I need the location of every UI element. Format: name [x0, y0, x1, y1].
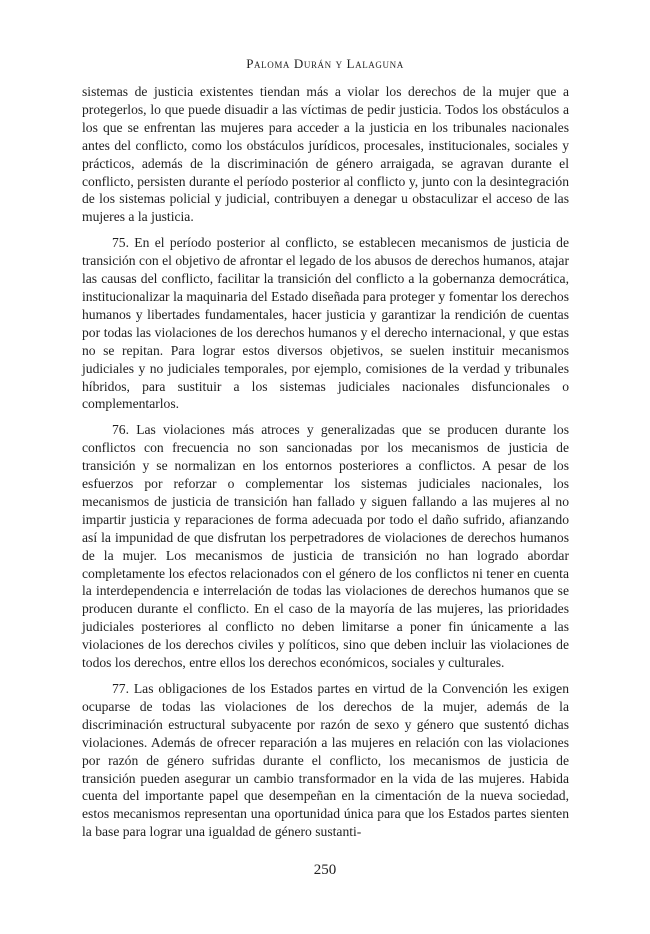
running-header: Paloma Durán y Lalaguna	[246, 56, 404, 71]
body-text	[82, 83, 569, 841]
paragraph-76: 76. Las violaciones más atroces y generalizadas que se producen durante los conflictos con frecuencia no son sancionadas por los mecanismos de justicia de transición y se normalizan en los entornos posteriores a conflictos. A pesar de los esfuerzos por reforzar o complementar los sistemas judiciales nacionales, los mecanismos de justicia de transición han fallado y siguen fallando a las mujeres al no impartir justicia y reparaciones de forma adecuada por todo el daño sufrido, afianzando así la impunidad de que disfrutan los perpetradores de violaciones de derechos humanos de la mujer. Los mecanismos de justicia de transición no han logrado abordar completamente los efectos relacionados con el género de los conflictos ni tener en cuenta la interdependencia e interrelación de todas las violaciones de derechos humanos que se producen durante el conflicto. En el caso de la mayoría de las mujeres, las prioridades judiciales posteriores al conflicto no deben limitarse a poner fin únicamente a las violaciones de los derechos civiles y políticos, sino que deben incluir las violaciones de todos los derechos, entre ellos los derechos económicos, sociales y culturales.	[82, 422, 569, 671]
paragraph-75: 75. En el período posterior al conflicto, se establecen mecanismos de justicia de transición con el objetivo de afrontar el legado de los abusos de derechos humanos, atajar las causas del conflicto, facilitar la transición del conflicto a la gobernanza democrática, institucionalizar la maquinaria del Estado diseñada para proteger y fomentar los derechos humanos y libertades fundamentales, hacer justicia y garantizar la rendición de cuentas por todas las violaciones de los derechos humanos y el derecho internacional, y que estas no se repitan. Para lograr estos diversos objetivos, se suelen instituir mecanismos judiciales y no judiciales temporales, por ejemplo, comisiones de la verdad y tribunales híbridos, para sustituir a los sistemas judiciales nacionales disfuncionales o complementarlos.	[82, 235, 569, 412]
paragraph-77: 77. Las obligaciones de los Estados partes en virtud de la Convención les exigen ocuparse de todas las violaciones de los derechos de la mujer, además de la discriminación estructural subyacente por razón de sexo y género que sustentó dichas violaciones. Además de ofrecer reparación a las mujeres en relación con las violaciones por razón de género sufridas durante el conflicto, los mecanismos de justicia de transición pueden asegurar un cambio transformador en la vida de las mujeres. Habida cuenta del importante papel que desempeñan en la cimentación de la nueva sociedad, estos mecanismos representan una oportunidad única para que los Estados partes sienten la base para lograr una igualdad de género sustanti-	[82, 681, 569, 840]
page-number: 250	[313, 862, 337, 878]
paragraph-continuation: sistemas de justicia existentes tiendan más a violar los derechos de la mujer que a protegerlos, lo que puede disuadir a las víctimas de pedir justicia. Todos los obstáculos a los que se enfrentan las mujeres para acceder a la justicia en los tribunales nacionales antes del conflicto, como los obstáculos jurídicos, procesales, institucionales, sociales y prácticos, además de la discriminación de género arraigada, se agravan durante el conflicto, persisten durante el período posterior al conflicto y, junto con la desintegración de los sistemas policial y judicial, contribuyen a denegar u obstaculizar el acceso de las mujeres a la justicia.	[82, 84, 569, 225]
